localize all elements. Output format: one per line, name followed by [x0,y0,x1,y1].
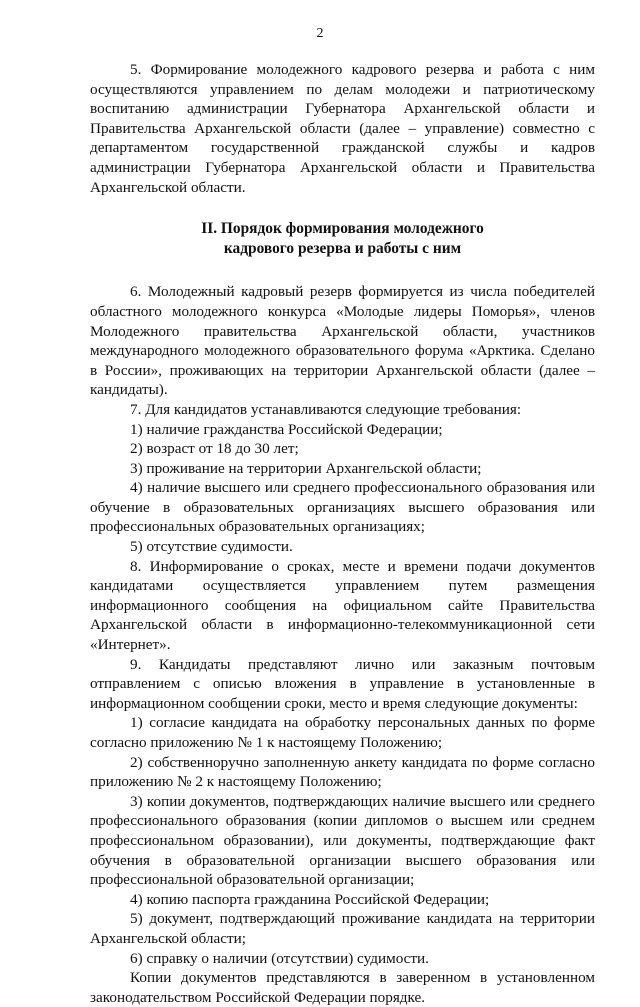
paragraph-5: 5. Формирование молодежного кадрового резерва и работа с ним осуществляются управлением по делам молодежи и патриотическому воспитанию администрации Губернатора Архангельской области и Правительства Архангельской области (далее – управление) совместно с департаментом государственной гражданской службы и кадров администрации Губернатора Архангельской области и Правительства Архангельской области. [90,61,595,196]
page-number: 2 [316,26,324,41]
requirement-item: 4) наличие высшего или среднего профессионального образования или обучение в образовательных организациях высшего образования или профессиональных образовательных организациях; [90,479,595,536]
document-item: 1) согласие кандидата на обработку персональных данных по форме согласно приложению № 1 к настоящему Положению; [90,714,595,751]
paragraph-6: 6. Молодежный кадровый резерв формируется из числа победителей областного молодежного конкурса «Молодые лидеры Поморья», членов Молодежного правительства Архангельской области, участников международного молодежного образовательного форума «Арктика. Сделано в России», проживающих на территории Архангельской области (далее – кандидаты). [90,283,595,399]
requirement-item: 2) возраст от 18 до 30 лет; [130,440,299,458]
paragraph-8: 8. Информирование о сроках, месте и времени подачи документов кандидатами осуществляется управлением путем размещения информационного сообщения на официальном сайте Правительства Архангельской области в информационно-телекоммуникационной сети «Интернет». [90,557,595,654]
section-heading-line-1: II. Порядок формирования молодежного [201,220,484,238]
section-heading-line-2: кадрового резерва и работы с ним [223,239,462,257]
document-item: 6) справку о наличии (отсутствии) судимости. [130,949,429,967]
document-body [90,60,595,1007]
requirement-item: 1) наличие гражданства Российской Федерации; [130,420,443,438]
paragraph-7: 7. Для кандидатов устанавливаются следующие требования: [130,400,522,418]
document-item: 3) копии документов, подтверждающих наличие высшего или среднего профессионального образования (копии дипломов о высшем или среднем профессиональном образовании), или документы, подтверждающие факт обучения в образовательной организации высшего образования или профессиональной образовательной организации; [90,792,595,889]
closing-paragraph: Копии документов представляются в заверенном в установленном законодательством Российской Федерации порядке. [90,969,595,1006]
document-item: 5) документ, подтверждающий проживание кандидата на территории Архангельской области; [90,910,595,947]
requirement-item: 5) отсутствие судимости. [130,538,293,556]
document-item: 4) копию паспорта гражданина Российской Федерации; [130,890,490,908]
section-heading [90,219,595,258]
requirement-item: 3) проживание на территории Архангельской области; [130,459,482,477]
document-item: 2) собственноручно заполненную анкету кандидата по форме согласно приложению № 2 к настоящему Положению; [90,753,595,791]
paragraph-9: 9. Кандидаты представляют лично или заказным почтовым отправлением с описью вложения в управление в установленные в информационном сообщении сроки, место и время следующие документы: [90,655,595,712]
